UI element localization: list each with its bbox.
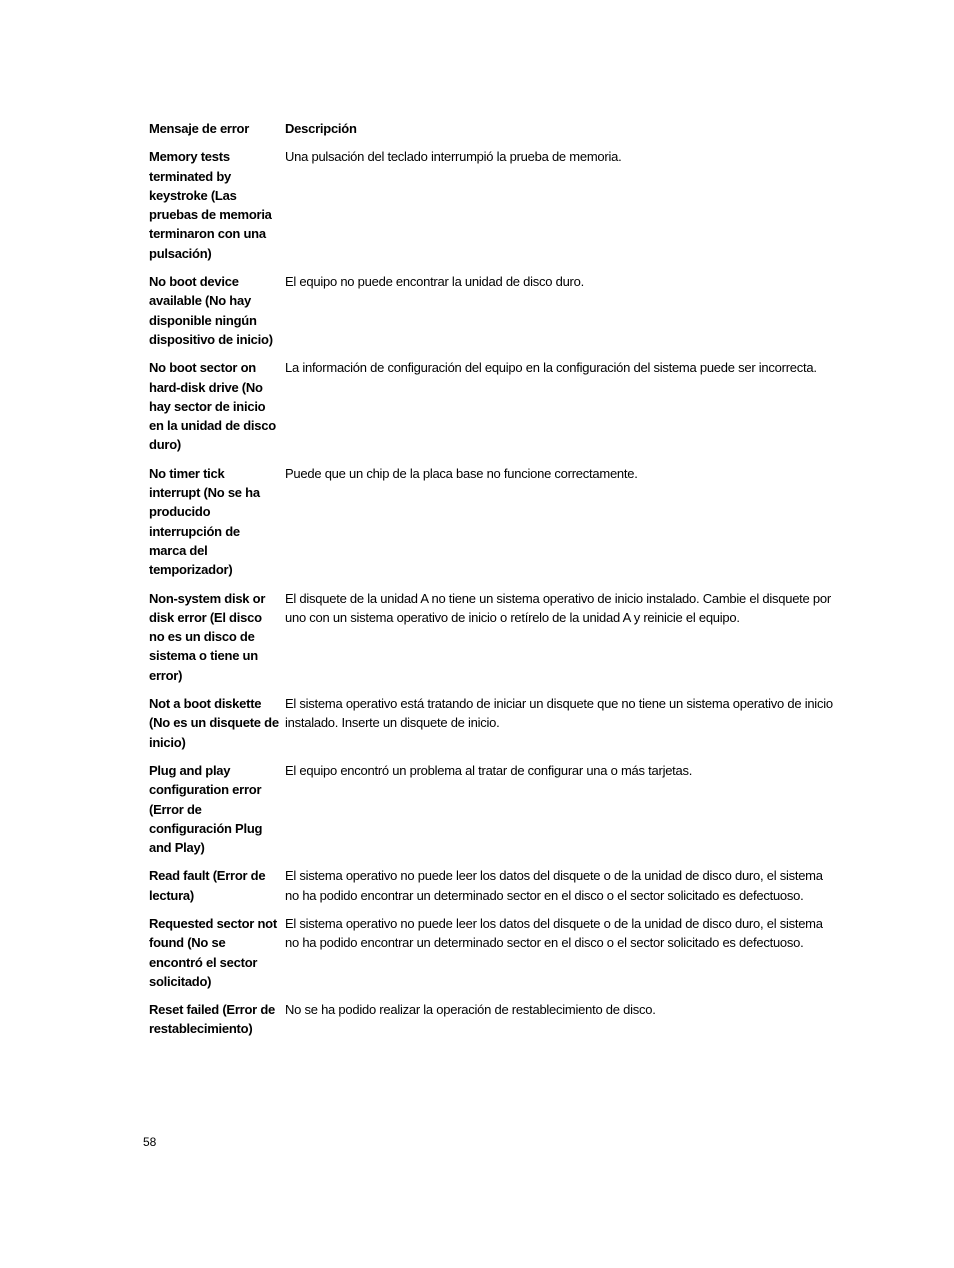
table-row: [149, 464, 839, 589]
table-row: [149, 589, 839, 694]
table-row: [149, 147, 839, 272]
error-messages-table: [149, 119, 839, 1048]
error-description: El sistema operativo no puede leer los datos del disquete o de la unidad de disco duro, el sistema no ha podido encontrar un determinado sector en el disco o el sector solicitado es defectuoso.: [285, 868, 823, 903]
table-row: [149, 694, 839, 761]
error-description: El sistema operativo está tratando de iniciar un disquete que no tiene un sistema operativo de inicio instalado. Inserte un disquete de inicio.: [285, 696, 833, 731]
table-row: [149, 761, 839, 866]
error-message: Non-system disk or disk error (El disco no es un disco de sistema o tiene un error): [149, 590, 266, 683]
header-error-message: Mensaje de error: [149, 121, 250, 136]
table-header-row: [149, 119, 839, 147]
error-description: La información de configuración del equipo en la configuración del sistema puede ser incorrecta.: [285, 360, 817, 376]
table-row: [149, 866, 839, 914]
page-content: [149, 119, 839, 1048]
error-description: El equipo no puede encontrar la unidad de disco duro.: [285, 274, 584, 290]
error-description: Una pulsación del teclado interrumpió la prueba de memoria.: [285, 149, 622, 165]
error-description: El equipo encontró un problema al tratar de configurar una o más tarjetas.: [285, 762, 693, 778]
header-description: Descripción: [285, 121, 357, 136]
error-message: Not a boot diskette (No es un disquete de inicio): [149, 696, 279, 750]
error-description: No se ha podido realizar la operación de restablecimiento de disco.: [285, 1002, 656, 1018]
error-description: Puede que un chip de la placa base no funcione correctamente.: [285, 465, 638, 481]
table-row: [149, 1000, 839, 1048]
table-row: [149, 272, 839, 358]
error-message: No boot device available (No hay disponible ningún dispositivo de inicio): [149, 274, 273, 347]
table-row: [149, 358, 839, 463]
error-message: Reset failed (Error de restablecimiento): [149, 1002, 275, 1037]
error-message: Requested sector not found (No se encontró el sector solicitado): [149, 915, 277, 989]
error-message: No boot sector on hard-disk drive (No hay sector de inicio en la unidad de disco duro): [149, 360, 276, 453]
error-description: El disquete de la unidad A no tiene un sistema operativo de inicio instalado. Cambie el disquete por uno con un sistema operativo de inicio o retírelo de la unidad A y reinicie el equipo.: [285, 590, 831, 625]
page-number: 58: [143, 1135, 157, 1149]
table-row: [149, 914, 839, 1000]
error-message: No timer tick interrupt (No se ha producido interrupción de marca del temporizador): [149, 465, 260, 578]
error-message: Read fault (Error de lectura): [149, 868, 266, 903]
error-description: El sistema operativo no puede leer los datos del disquete o de la unidad de disco duro, el sistema no ha podido encontrar un determinado sector en el disco o el sector solicitado es defectuoso.: [285, 915, 823, 951]
error-message: Plug and play configuration error (Error de configuración Plug and Play): [149, 762, 263, 856]
error-message: Memory tests terminated by keystroke (Las pruebas de memoria terminaron con una pulsación): [149, 149, 272, 261]
